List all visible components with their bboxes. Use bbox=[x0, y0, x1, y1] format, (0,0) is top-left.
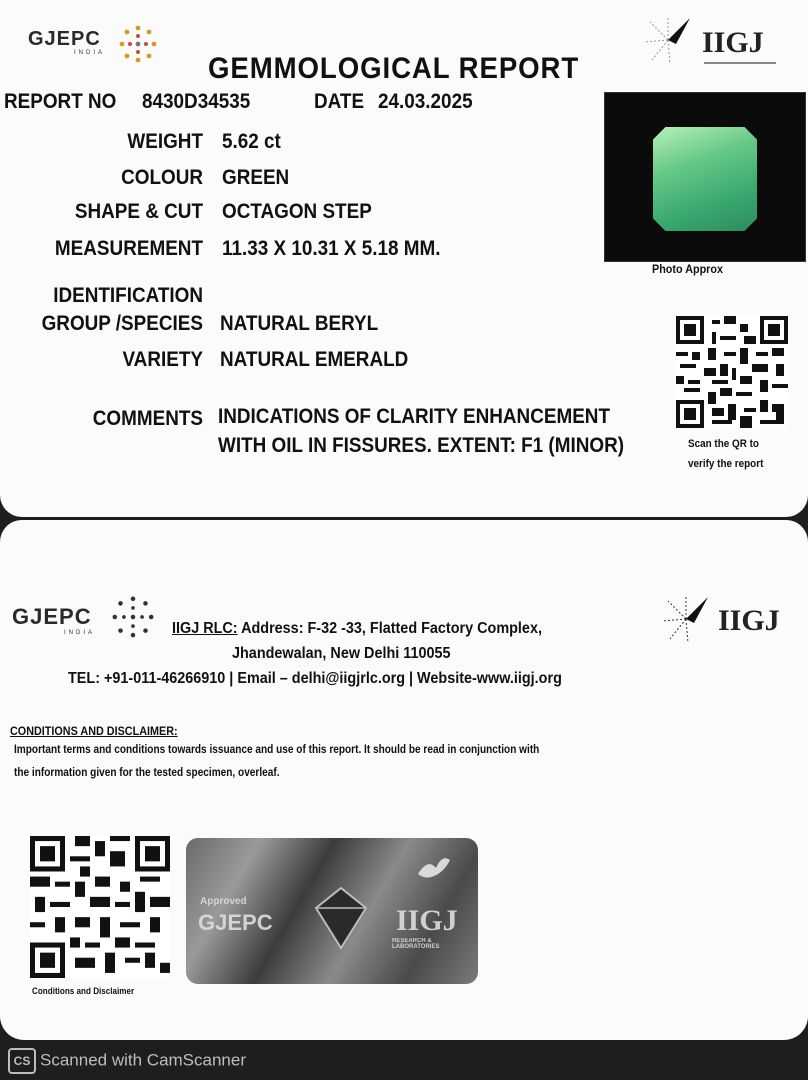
camscanner-footer bbox=[8, 1048, 246, 1074]
group-label: GROUP /SPECIES bbox=[41, 312, 203, 335]
address-line-2: Jhandewalan, New Delhi 110055 bbox=[232, 645, 451, 662]
gjepc-india-text: INDIA bbox=[74, 50, 106, 56]
variety-label: VARIETY bbox=[122, 348, 203, 371]
colour-label: COLOUR bbox=[121, 166, 203, 189]
hologram-gjepc-text: GJEPC bbox=[198, 910, 273, 935]
conditions-heading: CONDITIONS AND DISCLAIMER: bbox=[10, 724, 178, 738]
gjepc-india-back-text: INDIA bbox=[64, 630, 96, 636]
iigj-star-back-icon bbox=[658, 592, 714, 646]
qr-pattern-back bbox=[30, 836, 170, 978]
date-value: 24.03.2025 bbox=[378, 90, 473, 113]
iigj-logo-back bbox=[658, 592, 798, 648]
iigj-logo-text: IIGJ bbox=[702, 26, 764, 59]
weight-value: 5.62 ct bbox=[222, 130, 281, 153]
iigj-star-icon bbox=[640, 14, 696, 66]
qr-caption-line-1: Scan the QR to bbox=[688, 438, 759, 450]
group-value: NATURAL BERYL bbox=[220, 312, 379, 335]
hologram-approved-text: Approved bbox=[200, 896, 247, 907]
iigj-logo-back-text: IIGJ bbox=[718, 604, 780, 637]
comments-line-2: WITH OIL IN FISSURES. EXTENT: F1 (MINOR) bbox=[218, 434, 625, 457]
gjepc-flower-icon bbox=[116, 22, 160, 66]
conditions-qr-caption: Conditions and Disclaimer bbox=[32, 986, 135, 996]
report-no-label: REPORT NO bbox=[4, 90, 117, 113]
hologram-iigj-text: IIGJ bbox=[396, 904, 458, 937]
qr-caption-line-2: verify the report bbox=[688, 458, 764, 470]
identification-label: IDENTIFICATION bbox=[53, 284, 204, 307]
iigj-logo bbox=[640, 14, 780, 70]
conditions-line-2: the information given for the tested specimen, overleaf. bbox=[14, 765, 280, 779]
comments-label: COMMENTS bbox=[92, 407, 203, 430]
security-hologram bbox=[186, 838, 478, 984]
measurement-label: MEASUREMENT bbox=[54, 237, 203, 260]
report-title: GEMMOLOGICAL REPORT bbox=[208, 52, 580, 85]
address-label: IIGJ RLC: bbox=[172, 620, 238, 637]
emerald-gem-image bbox=[653, 127, 757, 231]
measurement-value: 11.33 X 10.31 X 5.18 MM. bbox=[222, 237, 441, 260]
conditions-qr-code[interactable] bbox=[30, 836, 170, 978]
hologram-dove-icon bbox=[414, 850, 454, 890]
gjepc-logo-text: GJEPC bbox=[28, 28, 101, 50]
verify-qr-code[interactable] bbox=[676, 316, 788, 428]
qr-pattern bbox=[676, 316, 788, 428]
camscanner-icon: CS bbox=[8, 1048, 36, 1074]
address-text: Address: F-32 -33, Flatted Factory Complex, bbox=[241, 620, 542, 637]
shape-label: SHAPE & CUT bbox=[74, 200, 203, 223]
camscanner-text: Scanned with CamScanner bbox=[40, 1050, 247, 1070]
conditions-line-1: Important terms and conditions towards issuance and use of this report. It should be read in conjunction with bbox=[14, 742, 540, 756]
gjepc-logo bbox=[28, 28, 106, 56]
photo-caption: Photo Approx bbox=[652, 262, 724, 276]
report-no-value: 8430D34535 bbox=[142, 90, 251, 113]
address-line-1 bbox=[172, 620, 542, 638]
gjepc-logo-back bbox=[12, 604, 96, 636]
colour-value: GREEN bbox=[222, 166, 290, 189]
hologram-sub-text: RESEARCH & LABORATORIES bbox=[392, 938, 440, 950]
contact-line: TEL: +91-011-46266910 | Email – delhi@iigjrlc.org | Website-www.iigj.org bbox=[68, 670, 562, 687]
comments-line-1: INDICATIONS OF CLARITY ENHANCEMENT bbox=[218, 405, 611, 428]
gem-photo bbox=[604, 92, 806, 262]
weight-label: WEIGHT bbox=[127, 130, 203, 153]
variety-value: NATURAL EMERALD bbox=[220, 348, 409, 371]
date-label: DATE bbox=[314, 90, 365, 113]
report-front-card bbox=[0, 0, 808, 517]
hologram-gem-icon bbox=[296, 878, 386, 958]
shape-value: OCTAGON STEP bbox=[222, 200, 372, 223]
gjepc-flower-back-icon bbox=[108, 592, 158, 642]
gjepc-logo-back-text: GJEPC bbox=[12, 604, 92, 629]
